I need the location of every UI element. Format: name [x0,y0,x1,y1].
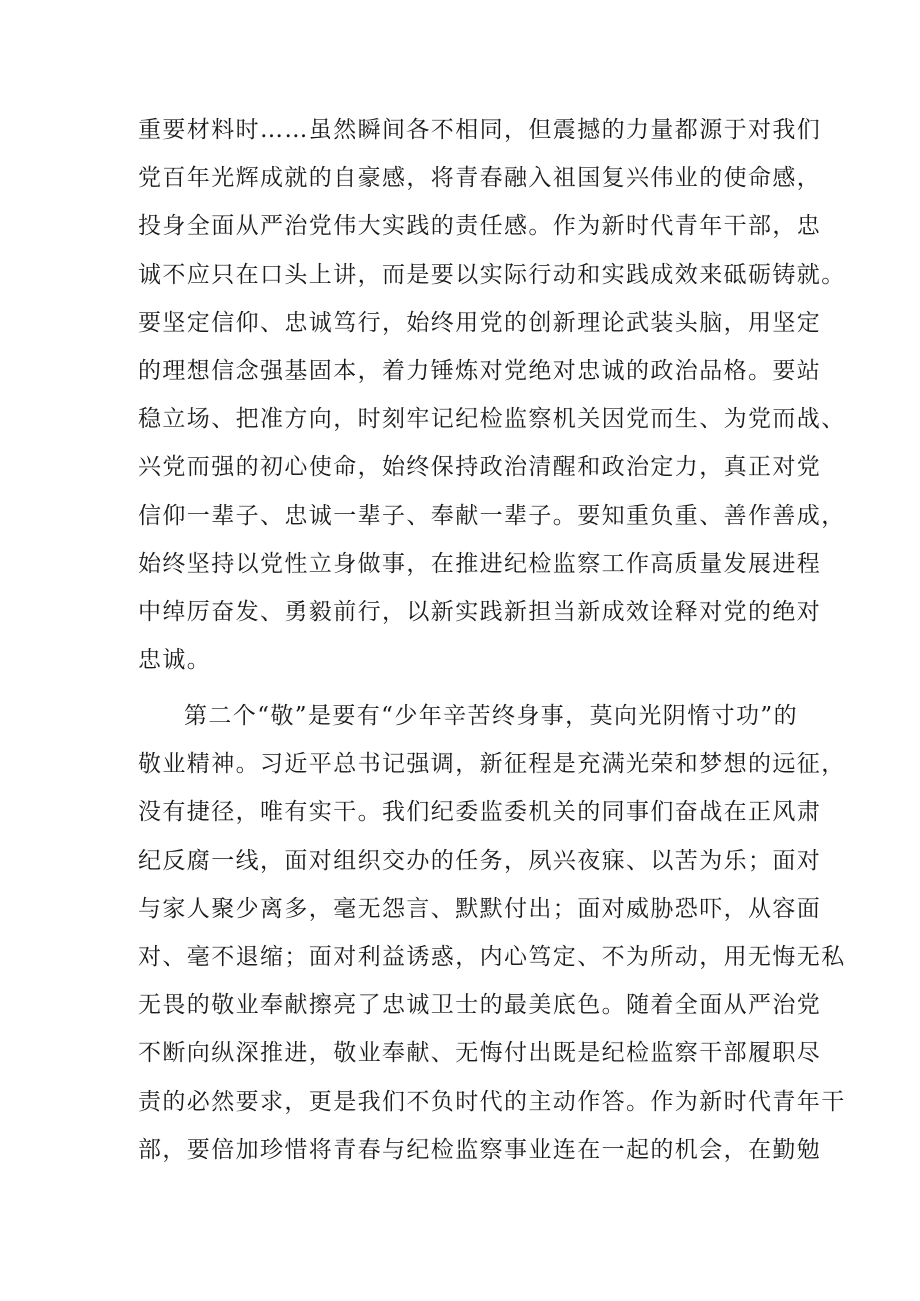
text-line: 部，要倍加珍惜将青春与纪检监察事业连在一起的机会，在勤勉 [138,1136,822,1163]
text-line: 投身全面从严治党伟大实践的责任感。作为新时代青年干部，忠 [138,213,822,240]
text-line: 没有捷径，唯有实干。我们纪委监委机关的同事们奋战在正风肃 [138,799,822,826]
text-line: 与家人聚少离多，毫无怨言、默默付出；面对威胁恐吓，从容面 [138,895,822,922]
text-line: 重要材料时……虽然瞬间各不相同，但震撼的力量都源于对我们 [138,117,822,143]
text-line: 稳立场、把准方向，时刻牢记纪检监察机关因党而生、为党而战、 [138,406,846,433]
text-line: 敬业精神。习近平总书记强调，新征程是充满光荣和梦想的远征， [138,751,846,778]
text-line: 党百年光辉成就的自豪感，将青春融入祖国复兴伟业的使命感， [138,165,822,192]
text-line: 要坚定信仰、忠诚笃行，始终用党的创新理论武装头脑，用坚定 [138,309,822,336]
text-line: 纪反腐一线，面对组织交办的任务，夙兴夜寐、以苦为乐；面对 [138,847,822,874]
text-line: 不断向纵深推进，敬业奉献、无悔付出既是纪检监察干部履职尽 [138,1040,822,1067]
text-line: 始终坚持以党性立身做事，在推进纪检监察工作高质量发展进程 [138,550,822,577]
text-line: 信仰一辈子、忠诚一辈子、奉献一辈子。要知重负重、善作善成， [138,502,846,529]
text-line: 责的必然要求，更是我们不负时代的主动作答。作为新时代青年干 [138,1088,846,1115]
text-line: 兴党而强的初心使命，始终保持政治清醒和政治定力，真正对党 [138,454,822,481]
text-line: 第二个“敬”是要有“少年辛苦终身事，莫向光阴惰寸功”的 [184,703,798,729]
text-line: 中绰厉奋发、勇毅前行，以新实践新担当新成效诠释对党的绝对 [138,598,822,625]
text-line: 对、毫不退缩；面对利益诱惑，内心笃定、不为所动，用无悔无私 [138,943,846,970]
paragraph-2 [138,692,846,1174]
text-line: 诚不应只在口头上讲，而是要以实际行动和实践成效来砥砺铸就。 [138,261,846,288]
paragraph-1 [138,106,846,684]
text-line: 忠诚。 [138,647,212,674]
text-line: 无畏的敬业奉献擦亮了忠诚卫士的最美底色。随着全面从严治党 [138,992,822,1019]
text-line: 的理想信念强基固本，着力锤炼对党绝对忠诚的政治品格。要站 [138,357,822,384]
